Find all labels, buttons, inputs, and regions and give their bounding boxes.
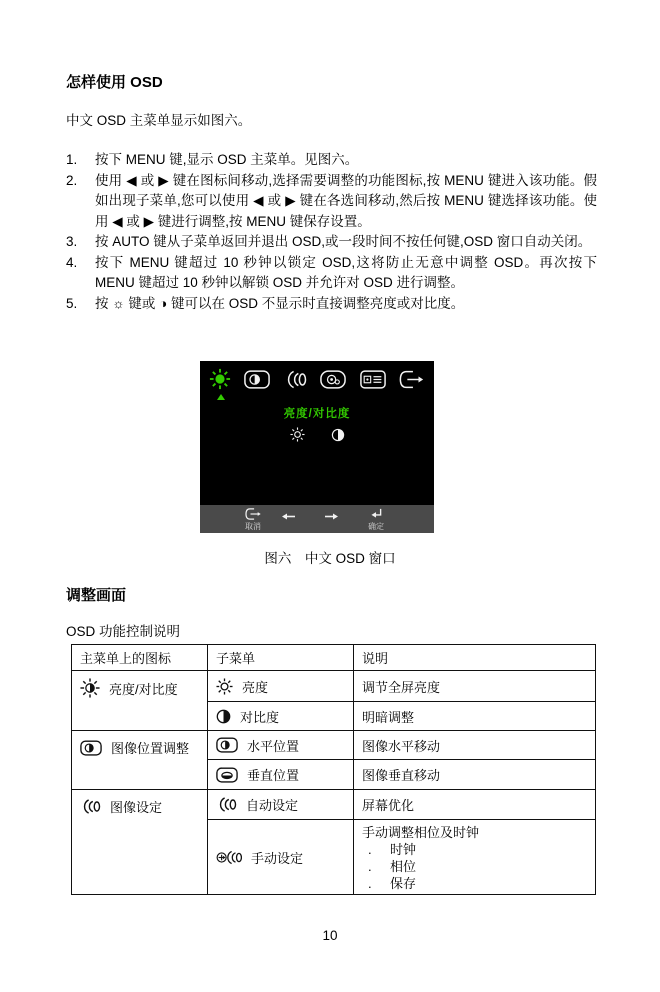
table-intro-text: OSD 功能控制说明 [66,624,181,639]
list-item [66,253,597,294]
list-number: 3. [66,234,78,249]
osd-button-bar [200,505,434,533]
bullet-line: . 保存 [368,876,417,891]
submenu-label: 手动设定 [251,850,304,866]
contrast-icon [216,709,231,724]
description-cell: 图像垂直移动 [354,760,596,790]
arrow-left-icon [282,512,298,521]
table-header-row [72,645,596,671]
page-number: 10 [322,928,338,943]
list-item [66,150,597,171]
list-text: 使用 ◀ 或 ▶ 键在图标间移动,选择需要调整的功能图标,按 MENU 键进入该功能。假如出现子菜单,您可以使用 ◀ 或 ▶ 键在各选间移动,然后按 MENU 键选择该功能。使用 ◀ 或 ▶ 键进行调整,按 MENU 键保存设置。 [95,172,597,229]
table-row [72,671,596,702]
description-cell: 明暗调整 [354,702,596,731]
description-line: 手动调整相位及时钟 [362,825,480,840]
exit-icon [399,370,425,389]
confirm-button-hint [358,508,394,531]
submenu-label: 亮度 [242,679,269,695]
brightness-icon [216,678,233,695]
arrow-right-icon [324,512,340,521]
description-cell: 图像水平移动 [354,731,596,760]
image-properties-icon [320,370,346,389]
column-header: 主菜单上的图标 [72,645,208,671]
confirm-label: 确定 [368,522,384,531]
list-text: 按下 MENU 键超过 10 秒钟以锁定 OSD,这将防止无意中调整 OSD。再次按下 MENU 键超过 10 秒钟以解锁 OSD 并允许对 OSD 进行调整。 [95,254,597,290]
contrast-icon [331,428,345,442]
main-menu-label: 图像位置调整 [111,741,190,756]
list-text: 按下 MENU 键,显示 OSD 主菜单。见图六。 [95,152,359,167]
description-cell [354,820,596,895]
section-title-how-to-use-osd: 怎样使用 OSD [66,74,163,91]
osd-submenu-icon-row [200,427,434,442]
osd-main-menu-icon-row [200,368,434,390]
osd-window-figure [200,361,434,533]
submenu-label: 对比度 [240,709,280,725]
column-header: 说明 [354,645,596,671]
list-number: 1. [66,152,78,167]
list-item [66,232,597,253]
manual-setup-icon [216,850,242,865]
image-setup-icon [284,370,307,389]
submenu-label: 垂直位置 [247,768,300,783]
vertical-position-icon [216,767,238,783]
list-number: 4. [66,254,78,270]
intro-text: 中文 OSD 主菜单显示如图六。 [66,113,252,128]
main-menu-label: 亮度/对比度 [109,681,178,697]
bullet-line: . 时钟 [368,842,417,857]
section-title-adjust-screen: 调整画面 [66,587,127,604]
image-position-icon [244,370,270,389]
enter-icon [358,508,394,522]
cancel-button-hint [238,508,268,531]
list-item [66,294,597,315]
bullet-line: . 相位 [368,859,417,874]
figure-caption: 图六 中文 OSD 窗口 [264,551,396,566]
submenu-label: 水平位置 [247,738,300,754]
osd-function-table [71,644,596,895]
column-header: 子菜单 [208,645,354,671]
table-row [72,790,596,820]
exit-icon [238,508,268,522]
osd-submenu-title: 亮度/对比度 [283,408,351,420]
selected-item-triangle-indicator [217,394,225,400]
list-text: 按 ☼ 键或 ◑ 键可以在 OSD 不显示时直接调整亮度或对比度。 [95,295,465,311]
list-number: 2. [66,172,78,188]
auto-setup-icon [216,797,237,812]
description-cell: 屏幕优化 [354,790,596,820]
main-menu-label: 图像设定 [110,800,163,815]
list-text: 按 AUTO 键从子菜单返回并退出 OSD,或一段时间不按任何键,OSD 窗口自动关闭。 [95,234,592,249]
list-item [66,171,597,233]
horizontal-position-icon [216,737,238,753]
brightness-contrast-icon [209,368,231,390]
list-number: 5. [66,295,78,311]
table-row [72,731,596,760]
instruction-list [66,150,597,314]
image-position-icon [80,740,102,756]
submenu-label: 自动设定 [246,798,299,813]
menu-options-icon [360,370,386,389]
brightness-icon [290,427,305,442]
cancel-label: 取消 [245,522,261,531]
image-setup-icon [80,799,101,814]
description-cell: 调节全屏亮度 [354,671,596,702]
brightness-contrast-icon [80,678,100,698]
